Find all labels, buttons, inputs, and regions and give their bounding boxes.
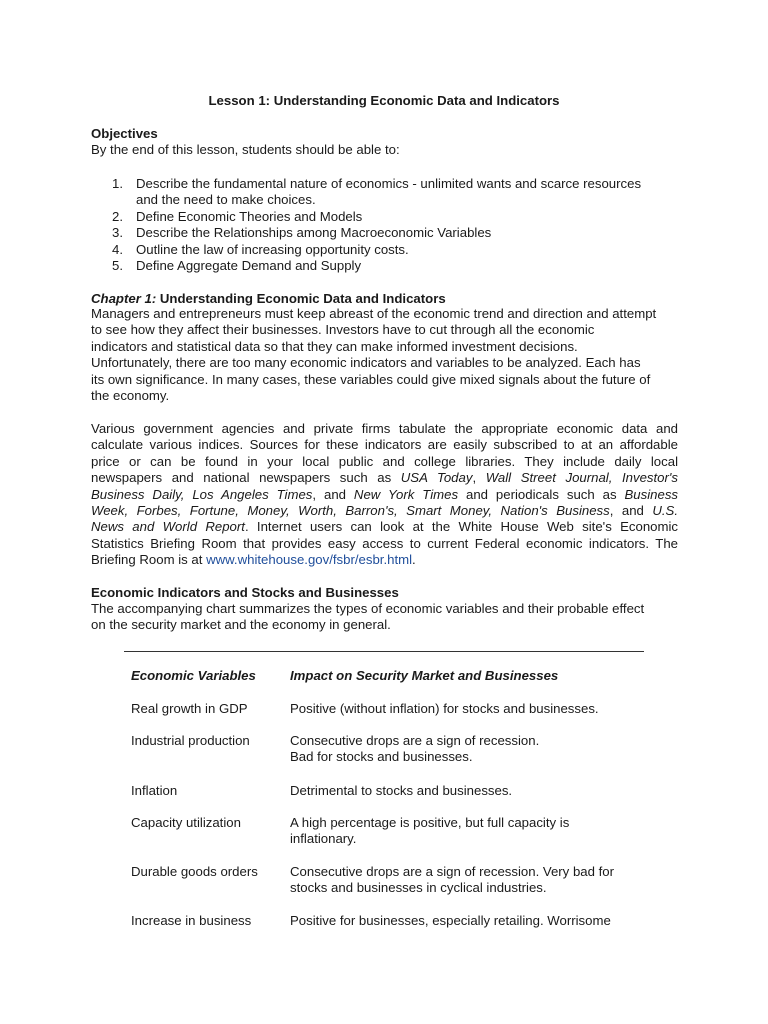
publication-name: News and World Report xyxy=(91,519,245,535)
objective-number: 4. xyxy=(112,241,123,257)
chapter-title: Understanding Economic Data and Indicators xyxy=(156,291,446,306)
variable-cell: Increase in business xyxy=(131,913,252,928)
impact-cell xyxy=(290,701,640,717)
objective-item xyxy=(91,242,681,258)
objectives-heading: Objectives xyxy=(91,126,158,141)
impact-line: A high percentage is positive, but full capacity is xyxy=(290,815,570,830)
impact-cell xyxy=(290,864,640,897)
chapter-paragraph-2 xyxy=(91,421,678,569)
impact-cell xyxy=(290,733,640,766)
objectives-intro: By the end of this lesson, students should be able to: xyxy=(91,142,400,157)
objectives-list xyxy=(91,176,681,274)
objective-number: 1. xyxy=(112,176,123,191)
publication-name: Business xyxy=(624,486,679,502)
objective-item xyxy=(91,209,681,225)
objective-text-line: Outline the law of increasing opportunity costs. xyxy=(136,241,409,257)
variable-cell: Real growth in GDP xyxy=(131,701,248,716)
briefing-room-link[interactable]: www.whitehouse.gov/fsbr/esbr.html xyxy=(206,552,413,568)
impact-cell xyxy=(290,815,640,848)
objective-text-line: Define Aggregate Demand and Supply xyxy=(136,258,362,274)
objective-text-line: Describe the fundamental nature of economics - unlimited wants and scarce resources xyxy=(136,176,642,191)
objective-number: 3. xyxy=(112,225,123,241)
paragraph-line: price or can be found in your local public and college libraries. They include daily local xyxy=(91,453,678,469)
publication-name: U.S. xyxy=(652,502,678,518)
variable-cell: Industrial production xyxy=(131,733,250,748)
paragraph-line: Managers and entrepreneurs must keep abreast of the economic trend and direction and attempt xyxy=(91,306,657,321)
objective-item xyxy=(91,176,681,209)
impact-line: Consecutive drops are a sign of recession. xyxy=(290,733,540,748)
impact-line: stocks and businesses in cyclical industries. xyxy=(290,880,547,896)
objective-text-line: Define Economic Theories and Models xyxy=(136,208,363,224)
text-run: , xyxy=(472,470,486,486)
publication-name: Wall Street Journal, Investor's xyxy=(485,470,679,486)
chapter-heading xyxy=(91,291,446,307)
paragraph-line: indicators and statistical data so that they can make informed investment decisions. xyxy=(91,338,578,354)
chapter-paragraph-1 xyxy=(91,306,691,404)
publication-name: New York Times xyxy=(353,486,459,502)
impact-cell xyxy=(290,913,640,929)
paragraph-line: the economy. xyxy=(91,388,170,404)
text-run: Briefing Room is at xyxy=(91,552,207,568)
objective-item xyxy=(91,225,681,241)
chapter-label: Chapter 1: xyxy=(91,291,157,306)
text-run: , and xyxy=(609,502,653,518)
impact-line: Bad for stocks and businesses. xyxy=(290,749,473,765)
paragraph-line xyxy=(91,503,678,519)
indicators-heading: Economic Indicators and Stocks and Businesses xyxy=(91,585,399,600)
paragraph-line xyxy=(91,487,678,503)
header-economic-variables: Economic Variables xyxy=(131,668,256,683)
impact-cell xyxy=(290,783,640,799)
variable-cell: Capacity utilization xyxy=(131,815,241,830)
text-run: newspapers and national newspapers such as xyxy=(91,470,401,486)
impact-line: Positive for businesses, especially retailing. Worrisome xyxy=(290,913,611,928)
header-impact: Impact on Security Market and Businesses xyxy=(290,668,559,683)
text-run: and periodicals such as xyxy=(458,486,625,502)
paragraph-line: Various government agencies and private firms tabulate the appropriate economic data and xyxy=(91,421,678,436)
objective-number: 2. xyxy=(112,208,123,224)
paragraph-line: to see how they affect their businesses. Investors have to cut through all the economic xyxy=(91,322,595,338)
objective-item xyxy=(91,258,681,274)
paragraph-line: Statistics Briefing Room that provides easy access to current Federal economic indicators. The xyxy=(91,535,678,551)
publication-name: Business Daily, Los Angeles Times xyxy=(91,486,313,502)
paragraph-line xyxy=(91,470,678,486)
table-top-rule xyxy=(124,651,644,652)
impact-line: inflationary. xyxy=(290,831,357,847)
objective-text-line: and the need to make choices. xyxy=(136,192,316,208)
impact-line: Consecutive drops are a sign of recession. Very bad for xyxy=(290,864,615,879)
paragraph-line xyxy=(91,552,678,568)
indicators-text xyxy=(91,601,691,634)
paragraph-line: calculate various indices. Sources for these indicators are easily subscribed to at an affordable xyxy=(91,437,678,453)
publication-name: USA Today xyxy=(400,470,473,486)
lesson-title: Lesson 1: Understanding Economic Data and Indicators xyxy=(208,93,560,108)
impact-line: Detrimental to stocks and businesses. xyxy=(290,783,513,798)
paragraph-line: its own significance. In many cases, these variables could give mixed signals about the future of xyxy=(91,371,651,387)
variable-cell: Inflation xyxy=(131,783,178,798)
objective-text-line: Describe the Relationships among Macroeconomic Variables xyxy=(136,225,492,241)
text-run: , and xyxy=(312,486,354,502)
paragraph-line xyxy=(91,519,678,535)
variable-cell: Durable goods orders xyxy=(131,864,258,879)
paragraph-line: Unfortunately, there are too many economic indicators and variables to be analyzed. Each has xyxy=(91,355,641,371)
paragraph-line: The accompanying chart summarizes the types of economic variables and their probable effect xyxy=(91,601,645,616)
objective-number: 5. xyxy=(112,258,123,274)
paragraph-line: on the security market and the economy in general. xyxy=(91,617,391,633)
impact-line: Positive (without inflation) for stocks and businesses. xyxy=(290,701,599,716)
text-run: . Internet users can look at the White House Web site's Economic xyxy=(244,519,678,535)
text-run: . xyxy=(412,552,416,568)
publication-name: Week, Forbes, Fortune, Money, Worth, Barron's, Smart Money, Nation's Business xyxy=(91,502,610,518)
